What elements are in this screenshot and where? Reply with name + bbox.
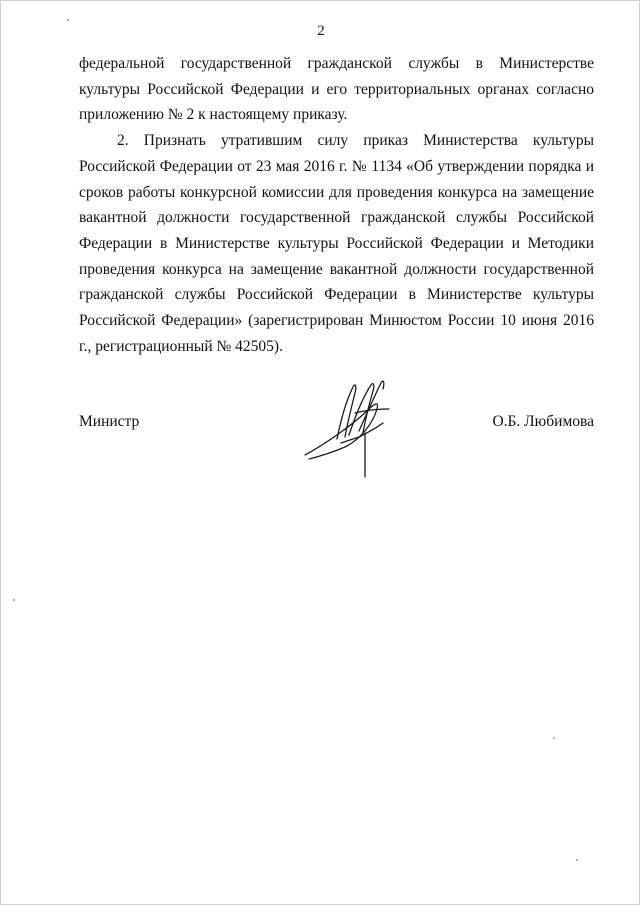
paragraph-item-2: 2. Признать утратившим силу приказ Министерства культуры Российской Федерации от 23 мая 2016 г. № 1134 «Об утверждении порядка и сроков работы конкурсной комиссии для проведения конкурса на замещение вакантной должности государственной гражданской службы Российской Федерации в Министерстве культуры Российской Федерации и Методики проведения конкурса на замещение вакантной должности государственной гражданской службы Российской Федерации в Министерстве культуры Российской Федерации» (зарегистрирован Минюстом России 10 июня 2016 г., регистрационный № 42505).: [79, 132, 594, 355]
scan-speck: [576, 859, 578, 861]
scan-speck: [13, 599, 15, 601]
page-number: 2: [317, 23, 325, 39]
signatory-name: О.Б. Любимова: [492, 413, 594, 430]
paragraph-continuation: федеральной государственной гражданской службы в Министерстве культуры Российской Федерации и его территориальных органах согласно приложению № 2 к настоящему приказу.: [79, 55, 594, 124]
scan-speck: [67, 19, 69, 21]
document-body: [79, 51, 594, 359]
handwritten-signature: [297, 373, 407, 483]
signatory-title: Министр: [79, 413, 140, 430]
scan-speck: [553, 737, 555, 739]
